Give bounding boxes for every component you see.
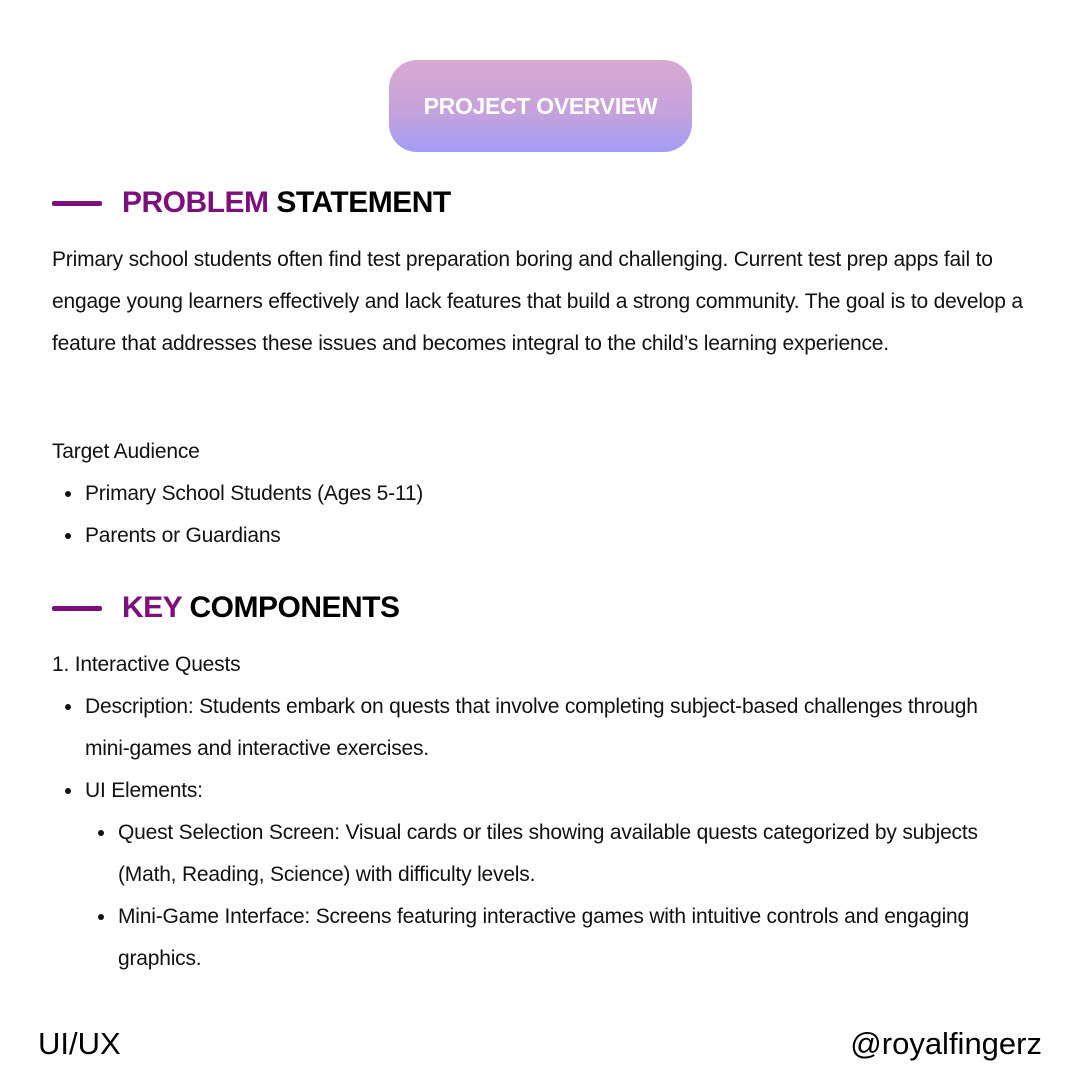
list-item: Quest Selection Screen: Visual cards or tiles showing available quests categorized by subjects (Math, Reading, Science) with difficulty levels.: [85, 812, 1012, 896]
audience-list: [52, 473, 1052, 557]
heading-title: [122, 591, 400, 625]
problem-statement-heading: [52, 185, 451, 221]
target-audience-label: Target Audience: [52, 440, 200, 463]
footer-handle: @royalfingerz: [850, 1026, 1042, 1061]
project-overview-badge: [389, 60, 692, 152]
description-item: Description: Students embark on quests that involve completing subject-based challenges through mini-games and interactive exercises.: [52, 686, 1012, 770]
list-item: Primary School Students (Ages 5-11): [52, 473, 1052, 515]
heading-rest: STATEMENT: [276, 186, 451, 219]
list-item: Mini-Game Interface: Screens featuring interactive games with intuitive controls and engaging graphics.: [85, 896, 1012, 980]
interactive-quests-heading: 1. Interactive Quests: [52, 653, 241, 676]
heading-rest: COMPONENTS: [189, 591, 400, 624]
ui-elements-item: UI Elements:: [52, 770, 1012, 812]
components-list: [52, 686, 1012, 980]
list-item: Parents or Guardians: [52, 515, 1052, 557]
heading-title: [122, 186, 451, 220]
heading-rule: [52, 606, 102, 611]
badge-label: PROJECT OVERVIEW: [423, 92, 658, 119]
footer-left-label: UI/UX: [38, 1026, 121, 1061]
heading-rule: [52, 201, 102, 206]
heading-accent: KEY: [122, 591, 182, 624]
problem-paragraph: Primary school students often find test preparation boring and challenging. Current test prep apps fail to engage young learners effectively and lack features that build a strong community. The goal is to develop a feature that addresses these issues and becomes integral to the child’s learning experience.: [52, 248, 1023, 355]
key-components-heading: [52, 590, 400, 626]
heading-accent: PROBLEM: [122, 186, 269, 219]
